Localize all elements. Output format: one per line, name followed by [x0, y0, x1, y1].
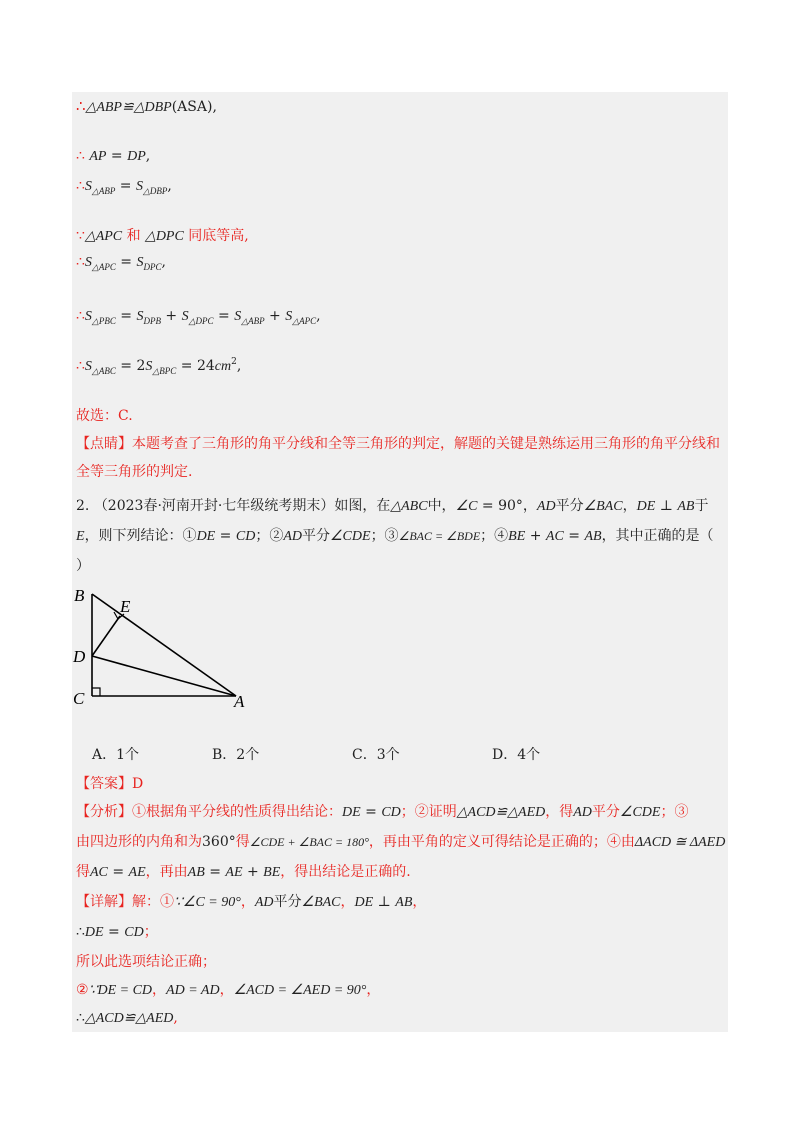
segment-ba	[92, 594, 236, 696]
right-angle-c	[92, 688, 100, 696]
option-b[interactable]: B．2个	[212, 747, 260, 763]
option-c[interactable]: C．3个	[352, 747, 400, 763]
solution-line-4: ∵△APC 和 △DPC 同底等高,	[76, 228, 249, 244]
label-d: D	[73, 647, 86, 666]
label-b: B	[74, 586, 85, 605]
question-source: （2023春·河南开封·七年级统考期末）如图，在	[93, 498, 391, 514]
label-c: C	[73, 689, 85, 708]
detail-line-2: ∴DE = CD；	[76, 924, 158, 940]
solution-line-1: ∴△ABP≌△DBP(ASA),	[76, 97, 217, 115]
segment-da	[92, 656, 236, 696]
question-line-1: 2. （2023春·河南开封·七年级统考期末）如图，在△ABC中，∠C = 90°，AD平分∠BAC，DE ⊥ AB于	[76, 498, 709, 514]
answer-line	[76, 774, 143, 794]
solution-line-2: ∴ AP = DP,	[76, 148, 151, 164]
solution-line-3: $\therefore S_{\triangle ABP} = S_{\triangle DBP}$,	[76, 178, 172, 196]
answer-choice-line: 故选：C.	[76, 408, 133, 424]
question-line-3: ）	[76, 558, 90, 574]
question-line-2: E，则下列结论：①DE = CD；②AD平分∠CDE；③∠BAC = ∠BDE；④BE + AC = AB，其中正确的是（	[76, 528, 714, 544]
solution-line-6: $\therefore S_{\triangle PBC} = S_{DPB} + S_{\triangle DPC} = S_{\triangle ABP} + S_{\triangle APC}$,	[76, 308, 321, 326]
detail-label: 【详解】	[76, 894, 132, 910]
therefore-symbol: ∴	[76, 97, 86, 115]
label-e: E	[120, 597, 131, 616]
question-number: 2.	[76, 498, 90, 514]
label-a: A	[234, 692, 245, 711]
solution-line-7: $\therefore S_{\triangle ABC} = 2S_{\triangle BPC} = 24cm^2$,	[76, 357, 242, 376]
option-a[interactable]: A．1个	[92, 747, 140, 763]
analysis-line-1: 【分析】①根据角平分线的性质得出结论：DE = CD；②证明△ACD≌△AED，得AD平分∠CDE；③	[76, 804, 689, 820]
solution-line-5: $\therefore S_{\triangle APC} = S_{DPC}$,	[76, 254, 166, 272]
detail-line-5: ∴△ACD≌△AED,	[76, 1010, 178, 1026]
comment-line-1	[76, 434, 720, 454]
answer-label: 【答案】	[76, 776, 132, 792]
detail-line-4: ②∵DE = CD，AD = AD，∠ACD = ∠AED = 90°，	[76, 982, 381, 998]
comment-line-2: 全等三角形的判定.	[76, 464, 193, 480]
comment-text-1: 本题考查了三角形的角平分线和全等三角形的判定，解题的关键是熟练运用三角形的角平分线和	[132, 436, 720, 452]
triangle-figure	[70, 584, 260, 714]
segment-de	[92, 616, 120, 656]
analysis-line-3: 得AC = AE，再由AB = AE + BE，得出结论是正确的.	[76, 864, 411, 880]
comment-label: 【点睛】	[76, 436, 132, 452]
analysis-label: 【分析】	[76, 804, 132, 820]
analysis-line-2: 由四边形的内角和为360°得∠CDE + ∠BAC = 180°，再由平角的定义可得结论是正确的；④由ΔACD ≅ ΔAED	[76, 834, 726, 850]
detail-line-3: 所以此选项结论正确；	[76, 954, 216, 970]
answer-value: D	[132, 776, 144, 792]
detail-line-1: 【详解】解：①∵∠C = 90°，AD平分∠BAC，DE ⊥ AB，	[76, 894, 427, 910]
option-d[interactable]: D．4个	[492, 747, 541, 763]
